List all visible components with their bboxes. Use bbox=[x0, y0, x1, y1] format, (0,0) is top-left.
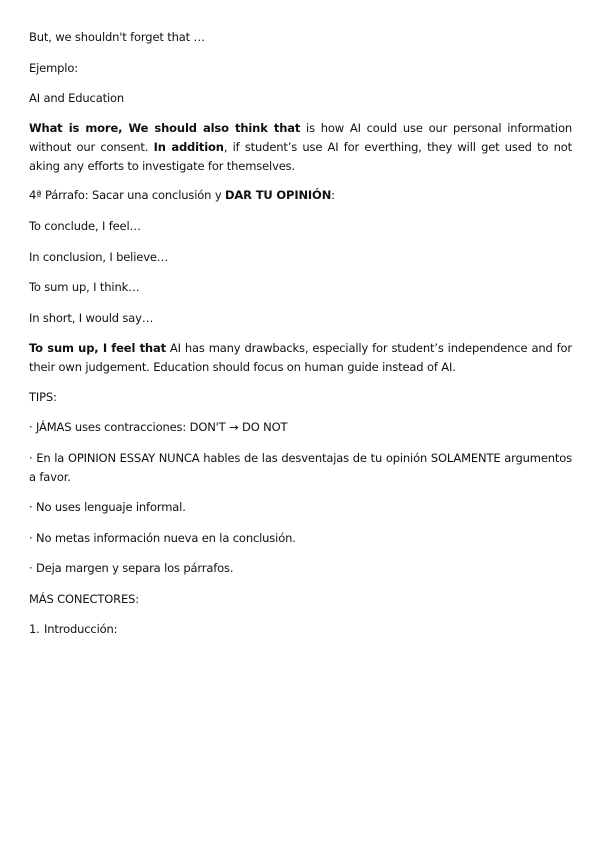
tip-item: · Deja margen y separa los párrafos. bbox=[29, 561, 234, 575]
connectors-heading: MÁS CONECTORES: bbox=[29, 592, 139, 606]
text-line: But, we shouldn't forget that … bbox=[29, 30, 205, 44]
conclusion-connector: To conclude, I feel… bbox=[29, 219, 141, 233]
numbered-list-item bbox=[29, 622, 117, 637]
tip-item: · JÁMAS uses contracciones: DON'T → DO NOT bbox=[29, 420, 288, 434]
conclusion-connector: In short, I would say… bbox=[29, 311, 154, 325]
tip-item: · En la OPINION ESSAY NUNCA hables de las desventajas de tu opinión SOLAMENTE argumentos a favor. bbox=[29, 451, 572, 484]
conclusion-connector: In conclusion, I believe… bbox=[29, 250, 169, 264]
bold-connector: To sum up, I feel that bbox=[29, 341, 166, 355]
tip-item: · No uses lenguaje informal. bbox=[29, 500, 186, 514]
example-paragraph-body: What is more, We should also think that is how AI could use our personal information without our consent. In addition, if student’s use AI for everthing, they will get used to not aking any efforts to investigate for themselves. bbox=[29, 121, 572, 173]
tips-heading: TIPS: bbox=[29, 390, 57, 404]
list-number: 1. bbox=[29, 622, 40, 636]
paragraph-four-heading: 4ª Párrafo: Sacar una conclusión y DAR TU OPINIÓN: bbox=[29, 188, 335, 202]
example-label: Ejemplo: bbox=[29, 61, 78, 75]
list-item-text: Introducción: bbox=[44, 622, 118, 636]
bold-connector: What is more, We should also think that bbox=[29, 121, 301, 135]
example-title: AI and Education bbox=[29, 91, 125, 105]
conclusion-connector: To sum up, I think… bbox=[29, 280, 140, 294]
tip-item: · No metas información nueva en la conclusión. bbox=[29, 531, 296, 545]
conclusion-example-paragraph: To sum up, I feel that AI has many drawbacks, especially for student’s independence and for their own judgement. Education should focus on human guide instead of AI. bbox=[29, 341, 572, 374]
bold-connector: In addition bbox=[153, 140, 224, 154]
